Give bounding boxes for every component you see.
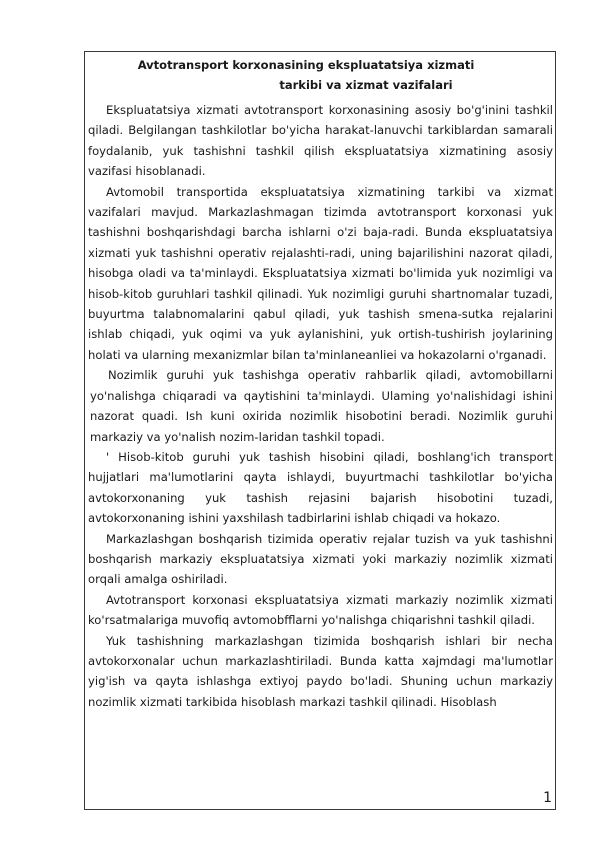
paragraph-3: Nozimlik guruhi yuk tashishga operativ rahbarlik qiladi, avtomobillarni yo'nalishga chiqaradi va qaytishini ta'minlaydi. Ulaming yo'nalishidagi ishini nazorat quadi. Ish kuni oxirida nozimlik hisobotini beradi. Nozimlik guruhi markaziy va yo'nalish nozim-laridan tashkil topadi. — [90, 368, 553, 444]
document-body — [88, 100, 553, 712]
paragraph-5: Markazlashgan boshqarish tizimida operativ rejalar tuzish va yuk tashishni boshqarish markaziy ekspluatatsiya xizmati yoki markaziy nozimlik xizmati orqali amalga oshiriladi. — [88, 531, 553, 587]
document-title-line-2: tarkibi va xizmat vazifalari — [279, 78, 453, 92]
paragraph-7: Yuk tashishning markazlashgan tizimida boshqarish ishlari bir necha avtokorxonalar uchun markazlashtiriladi. Bunda katta xajmdagi ma'lumotlar yig'ish va qayta ishlashga extiyoj paydo bo'ladi. Shuning uchun markaziy nozimlik xizmati tarkibida hisoblash markazi tashkil qilinadi. Hisoblash — [88, 633, 553, 709]
paragraph-4: ' Hisob-kitob guruhi yuk tashish hisobini qiladi, boshlang'ich transport hujjatlari ma'lumotlarini qayta ishlaydi, buyurtmachi tashkilotlar bo'yicha avtokorxonaning yuk tashish rejasini bajarish hisobotini tuzadi, avtokorxonaning ishini yaxshilash tadbirlarini ishlab chiqadi va hokazo. — [88, 449, 553, 526]
paragraph-6: Avtotransport korxonasi ekspluatatsiya xizmati markaziy nozimlik xizmati ko'rsatmalariga muvofiq avtomobfflarni yo'nalishga chiqarishni tashkil qiladi. — [88, 592, 553, 628]
document-title-line-1: Avtotransport korxonasining ekspluatatsiya xizmati — [137, 58, 475, 72]
page-number: 1 — [543, 790, 552, 806]
paragraph-1: Ekspluatatsiya xizmati avtotransport korxonasining asosiy bo'g'inini tashkil qiladi. Belgilangan tashkilotlar bo'yicha harakat-lanuvchi tarkiblardan samarali foydalanib, yuk tashishni tashkil qilish ekspluatatsiya xizmatining asosiy vazifasi hisoblanadi. — [88, 103, 553, 179]
paragraph-2: Avtomobil transportida ekspluatatsiya xizmatining tarkibi va xizmat vazifalari mavjud. Markazlashmagan tizimda avtotransport korxonasi yuk tashishni boshqarishdagi barcha ishlarni o'zi baja-radi. Bunda ekspluatatsiya xizmati yuk tashishni operativ rejalashti-radi, uning bajarilishini nazorat qiladi, hisobga oladi va ta'minlaydi. Ekspluatatsiya xizmati bo'limida yuk nozimligi va hisob-kitob guruhlari tashkil qilinadi. Yuk nozimligi guruhi shartnomalar tuzadi, buyurtma talabnomalarini qabul qiladi, yuk tashish smena-sutka rejalarini ishlab chiqadi, yuk oqimi va yuk aylanishini, yuk ortish-tushirish joylarining holati va ularning mexanizmlar bilan ta'minlaneanliei va hokazolarni o'rganadi. — [88, 184, 553, 362]
